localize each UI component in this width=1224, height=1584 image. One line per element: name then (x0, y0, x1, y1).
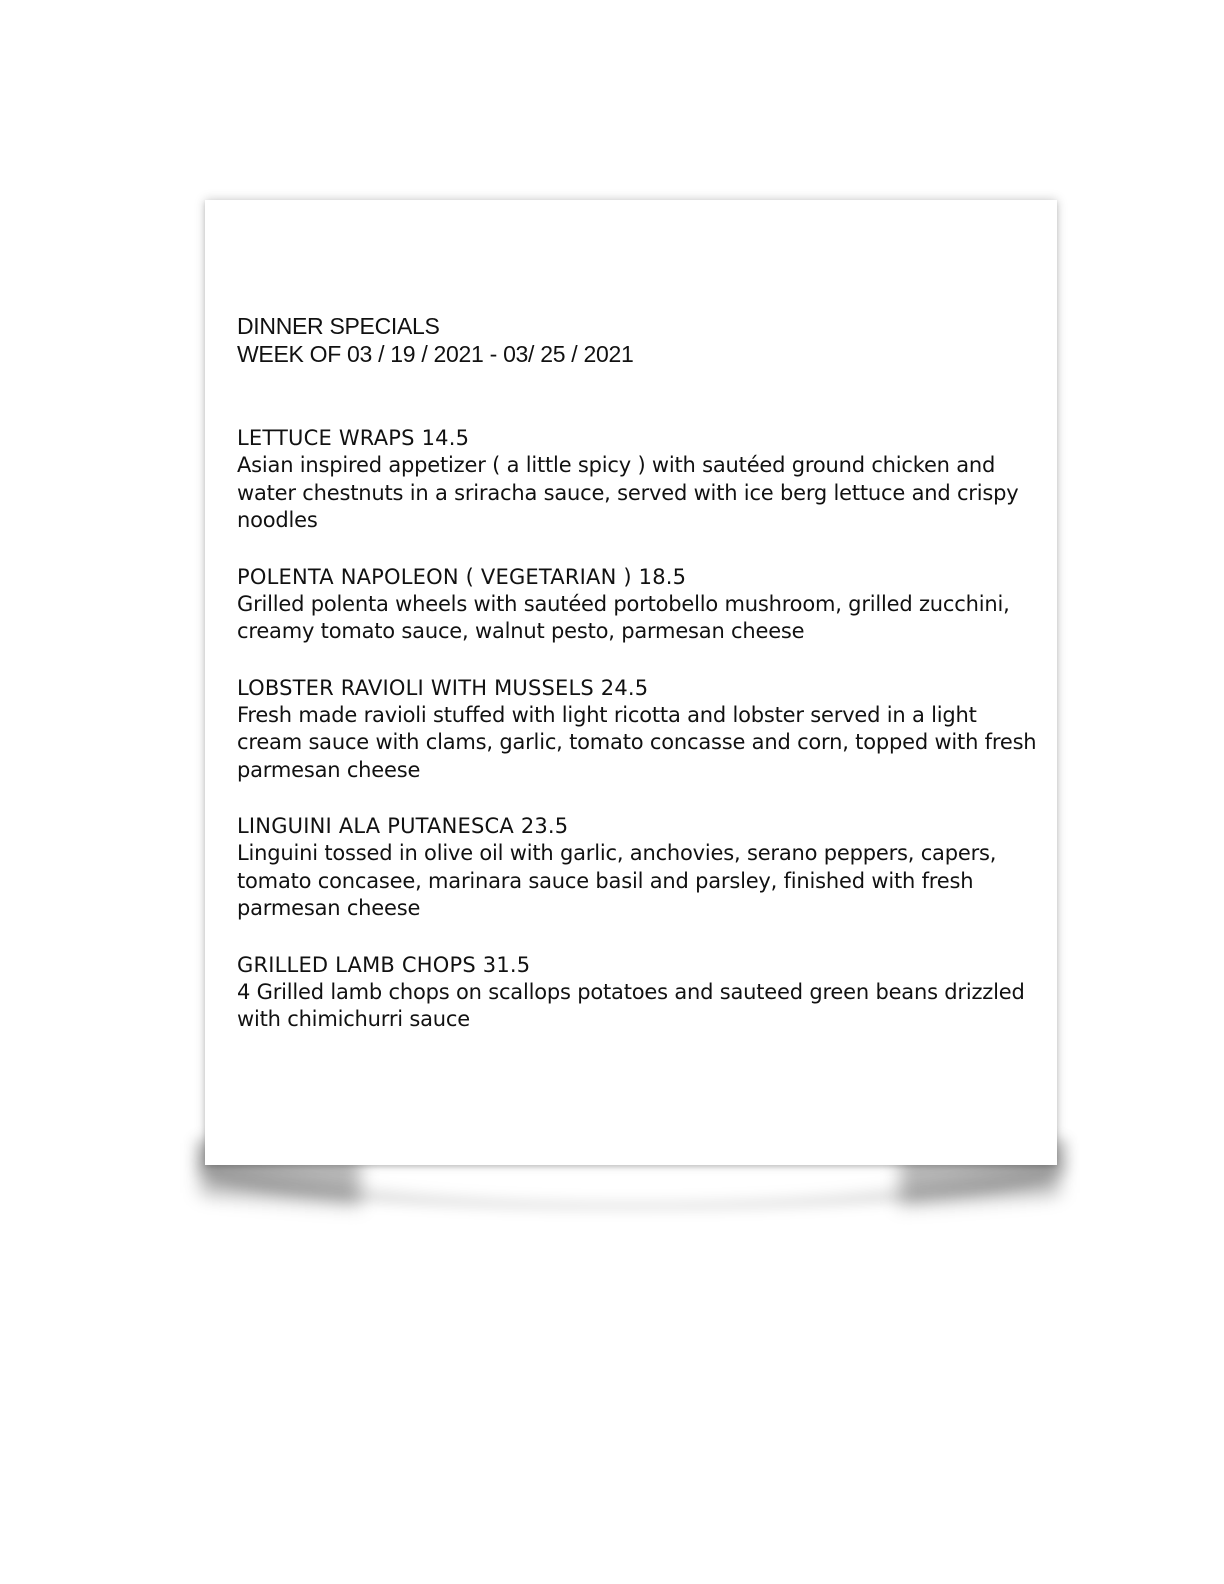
menu-item-description: Asian inspired appetizer ( a little spicy ) with sautéed ground chicken and water chestnuts in a sriracha sauce, served with ice berg lettuce and crispy noodles (237, 453, 1019, 532)
menu-item (237, 563, 1037, 646)
menu-title: DINNER SPECIALS (237, 313, 440, 339)
menu-week-range: WEEK OF 03 / 19 / 2021 - 03/ 25 / 2021 (237, 341, 634, 367)
menu-item-description: Fresh made ravioli stuffed with light ricotta and lobster served in a light cream sauce with clams, garlic, tomato concasse and corn, topped with fresh parmesan cheese (237, 702, 1037, 782)
menu-item-description: Linguini tossed in olive oil with garlic, anchovies, serano peppers, capers, tomato concasee, marinara sauce basil and parsley, finished with fresh parmesan cheese (237, 841, 997, 920)
menu-header (237, 312, 633, 368)
menu-item (237, 424, 1037, 535)
menu-item-description: 4 Grilled lamb chops on scallops potatoes and sauteed green beans drizzled with chimichurri sauce (237, 979, 1025, 1031)
menu-item-name: POLENTA NAPOLEON ( VEGETARIAN ) 18.5 (237, 564, 687, 589)
menu-paper (205, 200, 1057, 1165)
menu-item (237, 951, 1037, 1034)
menu-item-description: Grilled polenta wheels with sautéed portobello mushroom, grilled zucchini, creamy tomato sauce, walnut pesto, parmesan cheese (237, 591, 1010, 643)
menu-item (237, 812, 1037, 923)
menu-items (237, 424, 1037, 1062)
menu-item-name: LETTUCE WRAPS 14.5 (237, 426, 470, 450)
menu-item-name: LINGUINI ALA PUTANESCA 23.5 (237, 814, 569, 838)
menu-item-name: LOBSTER RAVIOLI WITH MUSSELS 24.5 (237, 675, 649, 700)
menu-item (237, 674, 1037, 785)
menu-item-name: GRILLED LAMB CHOPS 31.5 (237, 952, 531, 977)
